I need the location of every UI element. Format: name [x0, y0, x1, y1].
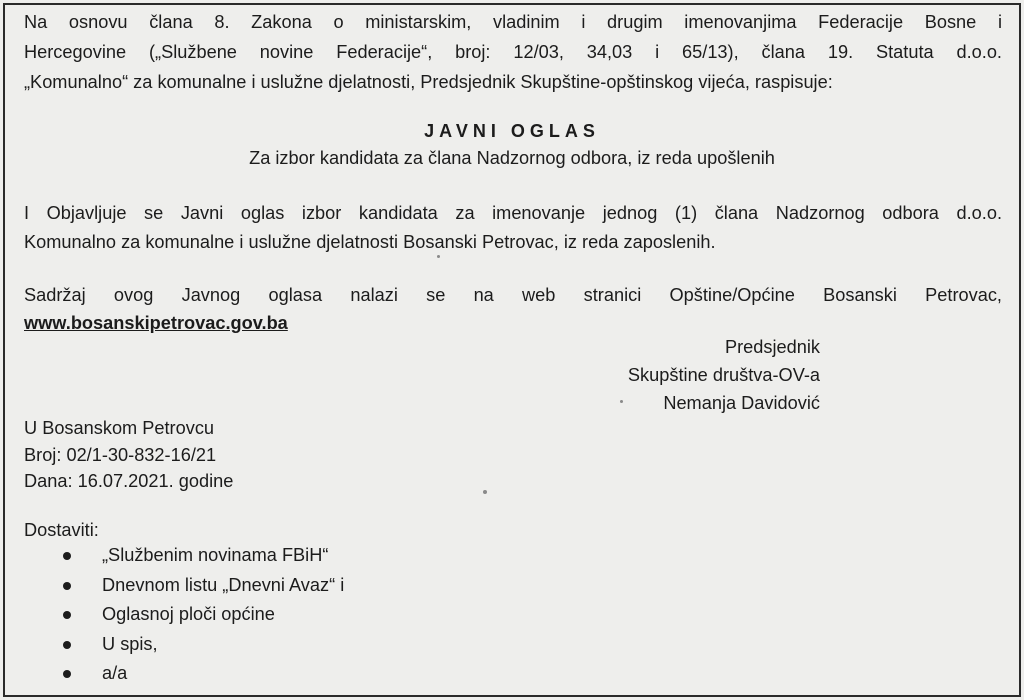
intro-line-1: Na osnovu člana 8. Zakona o ministarskim, vladinim i drugim imenovanjima Federacije Bosne i: [24, 12, 1002, 32]
intro-line-3: „Komunalno“ za komunalne i uslužne djelatnosti, Predsjednik Skupštine-opštinskog vijeća, raspisuje:: [24, 72, 833, 92]
bullet-icon: [63, 670, 71, 678]
notice-subtitle: Za izbor kandidata za člana Nadzornog odbora, iz reda upošlenih: [249, 148, 775, 168]
signature-name: Nemanja Davidović: [663, 393, 820, 413]
list-item: [60, 600, 344, 630]
bullet-icon: [63, 611, 71, 619]
list-item-label: „Službenim novinama FBiH“: [102, 545, 329, 565]
list-item-label: U spis,: [102, 633, 158, 654]
bullet-icon: [63, 582, 71, 590]
content-line-1: Sadržaj ovog Javnog oglasa nalazi se na web stranici Opštine/Općine Bosanski Petrovac,: [24, 285, 1002, 305]
bullet-icon: [63, 552, 71, 560]
list-item-label: Oglasnoj ploči općine: [102, 604, 275, 624]
notice-title: JAVNI OGLAS: [424, 121, 600, 141]
distribution-heading: Dostaviti:: [24, 520, 99, 540]
list-item-label: Dnevnom listu „Dnevni Avaz“ i: [102, 574, 345, 595]
website-link[interactable]: www.bosanskipetrovac.gov.ba: [24, 313, 288, 333]
distribution-list: [60, 541, 344, 689]
list-item: [60, 659, 344, 689]
print-speck: [620, 400, 623, 403]
signature-body: Skupštine društva-OV-a: [627, 365, 820, 385]
list-item: [60, 630, 344, 660]
print-speck: [437, 255, 440, 258]
list-item-label: a/a: [102, 663, 128, 683]
list-item: [60, 571, 344, 601]
print-speck: [483, 490, 487, 494]
bullet-icon: [63, 641, 71, 649]
intro-line-2: Hercegovine („Službene novine Federacije“, broj: 12/03, 34,03 i 65/13), člana 19. Statuta d.o.o.: [24, 42, 1002, 62]
reference-number: Broj: 02/1-30-832-16/21: [24, 445, 217, 465]
signature-role: Predsjednik: [724, 337, 820, 357]
document-date: Dana: 16.07.2021. godine: [24, 471, 234, 491]
website-link-line: [24, 309, 1002, 338]
list-item: [60, 541, 344, 571]
place-line: U Bosanskom Petrovcu: [24, 418, 215, 438]
section1-line-1: I Objavljuje se Javni oglas izbor kandidata za imenovanje jednog (1) člana Nadzornog odbora d.o.o.: [24, 203, 1002, 223]
section1-line-2: Komunalno za komunalne i uslužne djelatnosti Bosanski Petrovac, iz reda zaposlenih.: [24, 232, 716, 252]
